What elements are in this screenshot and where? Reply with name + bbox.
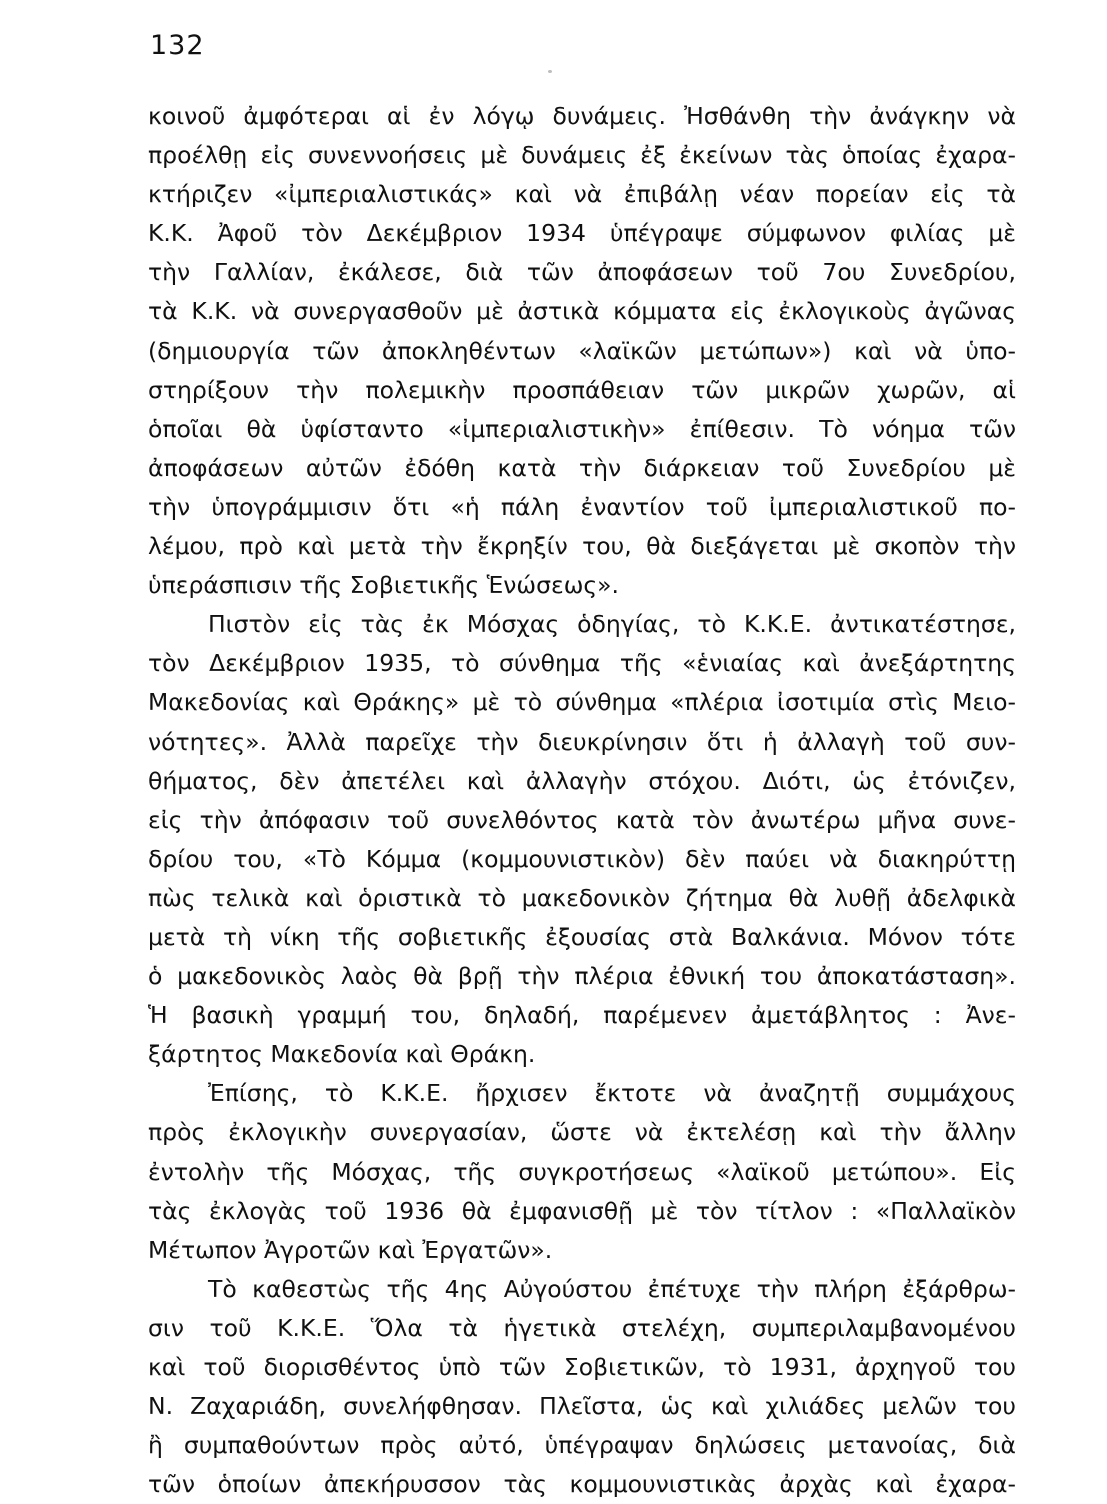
text-line: σιν τοῦ Κ.Κ.Ε. Ὅλα τὰ ἡγετικὰ στελέχη, συμπεριλαμβανομένου [148,1313,1016,1342]
text-line: ὁποῖαι θὰ ὑφίσταντο «ἰμπεριαλιστικὴν» ἐπίθεσιν. Τὸ νόημα τῶν [148,414,1016,443]
text-line: ἐντολὴν τῆς Μόσχας, τῆς συγκροτήσεως «λαϊκοῦ μετώπου». Εἰς [148,1157,1016,1186]
text-line: πὼς τελικὰ καὶ ὁριστικὰ τὸ μακεδονικὸν ζήτημα θὰ λυθῇ ἀδελφικὰ [148,883,1016,912]
text-line: κοινοῦ ἀμφότεραι αἱ ἐν λόγῳ δυνάμεις. Ἠσθάνθη τὴν ἀνάγκην νὰ [148,102,1016,130]
text-line: ἢ συμπαθούντων πρὸς αὐτό, ὑπέγραψαν δηλώσεις μετανοίας, διὰ [148,1431,1016,1460]
text-line: νότητες». Ἀλλὰ παρεῖχε τὴν διευκρίνησιν ὅτι ἡ ἀλλαγὴ τοῦ συν- [148,727,1016,756]
text-line: τὰ Κ.Κ. νὰ συνεργασθοῦν μὲ ἀστικὰ κόμματα εἰς ἐκλογικοὺς ἀγῶνας [148,297,1016,326]
text-line: τὴν Γαλλίαν, ἐκάλεσε, διὰ τῶν ἀποφάσεων τοῦ 7ου Συνεδρίου, [148,258,1016,287]
text-line: Μέτωπον Ἀγροτῶν καὶ Ἐργατῶν». [148,1235,553,1264]
text-line: πρὸς ἐκλογικὴν συνεργασίαν, ὥστε νὰ ἐκτελέσῃ καὶ τὴν ἄλλην [148,1118,1016,1147]
text-line: μετὰ τὴ νίκη τῆς σοβιετικῆς ἐξουσίας στὰ Βαλκάνια. Μόνον τότε [148,922,1016,951]
text-line: Πιστὸν εἰς τὰς ἐκ Μόσχας ὁδηγίας, τὸ Κ.Κ.Ε. ἀντικατέστησε, [208,610,1016,639]
text-line: κτήριζεν «ἰμπεριαλιστικάς» καὶ νὰ ἐπιβάλῃ νέαν πορείαν εἰς τὰ [148,180,1016,209]
text-line: ὑπεράσπισιν τῆς Σοβιετικῆς Ἑνώσεως». [148,571,620,600]
text-line: τῶν ὁποίων ἀπεκήρυσσον τὰς κομμουνιστικὰς ἀρχὰς καὶ ἐχαρα- [148,1470,1016,1499]
text-line: Κ.Κ. Ἀφοῦ τὸν Δεκέμβριον 1934 ὑπέγραψε σύμφωνον φιλίας μὲ [148,219,1016,248]
text-line: Ἡ βασικὴ γραμμή του, δηλαδή, παρέμενεν ἀμετάβλητος : Ἀνε- [148,1001,1016,1030]
text-line: καὶ τοῦ διορισθέντος ὑπὸ τῶν Σοβιετικῶν, τὸ 1931, ἀρχηγοῦ του [148,1353,1016,1381]
text-line: Ἐπίσης, τὸ Κ.Κ.Ε. ἤρχισεν ἔκτοτε νὰ ἀναζητῇ συμμάχους [208,1079,1016,1108]
text-line: δρίου του, «Τὸ Κόμμα (κομμουνιστικὸν) δὲν παύει νὰ διακηρύττῃ [148,844,1016,873]
text-line: ὁ μακεδονικὸς λαὸς θὰ βρῇ τὴν πλέρια ἐθνική του ἀποκατάσταση». [148,962,1016,991]
text-line: θήματος, δὲν ἀπετέλει καὶ ἀλλαγὴν στόχου. Διότι, ὡς ἐτόνιζεν, [148,766,1016,795]
text-line: Τὸ καθεστὼς τῆς 4ης Αὐγούστου ἐπέτυχε τὴν πλήρη ἐξάρθρω- [208,1274,1016,1303]
text-line: (δημιουργία τῶν ἀποκληθέντων «λαϊκῶν μετώπων») καὶ νὰ ὑπο- [148,336,1016,365]
page-number: 132 [150,30,205,61]
text-line: ξάρτητος Μακεδονία καὶ Θράκη. [148,1040,536,1069]
text-line: τὰς ἐκλογὰς τοῦ 1936 θὰ ἐμφανισθῇ μὲ τὸν τίτλον : «Παλλαϊκὸν [148,1196,1016,1225]
text-line: Μακεδονίας καὶ Θράκης» μὲ τὸ σύνθημα «πλέρια ἰσοτιμία στὶς Μειο- [148,688,1016,717]
text-line: στηρίξουν τὴν πολεμικὴν προσπάθειαν τῶν μικρῶν χωρῶν, αἱ [148,375,1016,404]
paper-speck [548,70,552,73]
text-line: ἀποφάσεων αὐτῶν ἐδόθη κατὰ τὴν διάρκειαν τοῦ Συνεδρίου μὲ [148,453,1016,482]
text-line: εἰς τὴν ἀπόφασιν τοῦ συνελθόντος κατὰ τὸν ἀνωτέρω μῆνα συνε- [148,805,1016,834]
text-line: τὸν Δεκέμβριον 1935, τὸ σύνθημα τῆς «ἑνιαίας καὶ ἀνεξάρτητης [148,649,1016,678]
text-line: τὴν ὑπογράμμισιν ὅτι «ἡ πάλη ἐναντίον τοῦ ἰμπεριαλιστικοῦ πο- [148,492,1016,521]
text-line: Ν. Ζαχαριάδη, συνελήφθησαν. Πλεῖστα, ὡς καὶ χιλιάδες μελῶν του [148,1392,1016,1421]
body-text [148,97,1016,1504]
text-line: προέλθῃ εἰς συνεννοήσεις μὲ δυνάμεις ἐξ ἐκείνων τὰς ὁποίας ἐχαρα- [148,141,1016,170]
text-line: λέμου, πρὸ καὶ μετὰ τὴν ἔκρηξίν του, θὰ διεξάγεται μὲ σκοπὸν τὴν [148,532,1016,561]
